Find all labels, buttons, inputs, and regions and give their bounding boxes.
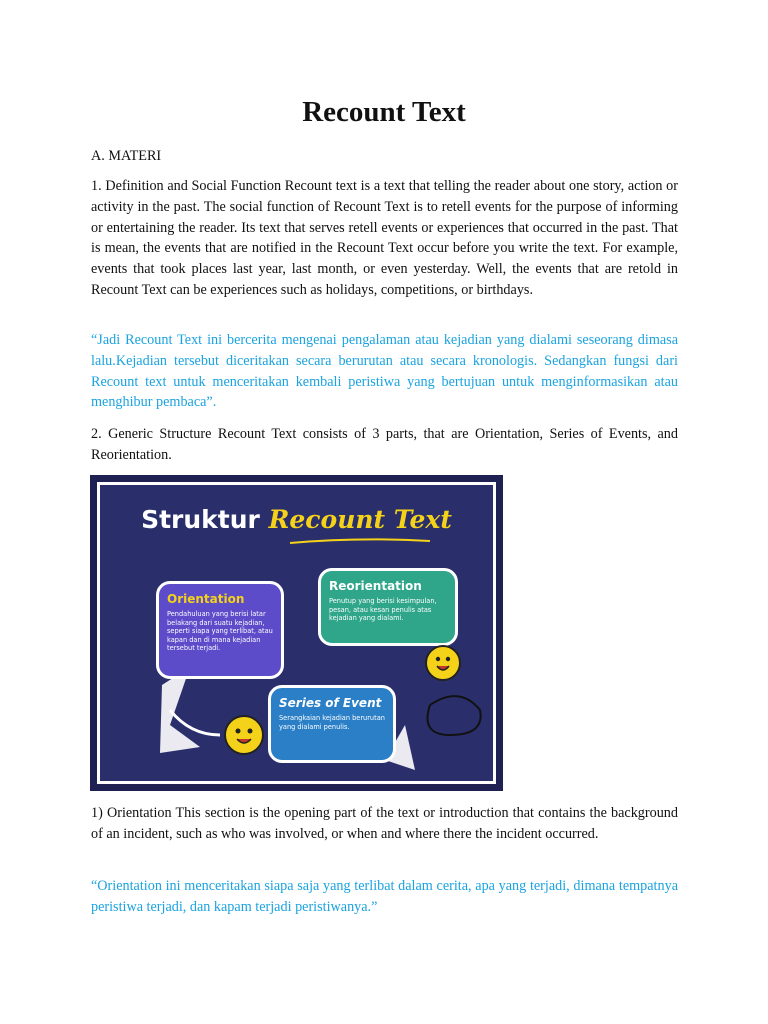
series-text: Serangkaian kejadian berurutan yang dialami penulis. — [279, 714, 385, 731]
infographic-title-accent: Recount Text — [268, 505, 452, 534]
infographic-title-main: Struktur — [141, 505, 260, 534]
reorientation-text: Penutup yang berisi kesimpulan, pesan, atau kesan penulis atas kejadian yang dialami. — [329, 597, 437, 623]
smiley-face-icon — [224, 715, 264, 755]
paragraph-orientation: 1) Orientation This section is the opening part of the text or introduction that contains the background of an incident, such as who was involved, or when and where there the incident occurred. — [91, 805, 678, 842]
orientation-text: Pendahuluan yang berisi latar belakang dari suatu kejadian, seperti siapa yang terlibat, atau kapan dan di mana kejadian tersebut terjadi. — [167, 610, 273, 653]
infographic-frame — [97, 482, 496, 784]
smiley-face-icon — [425, 645, 461, 681]
paragraph-definition: 1. Definition and Social Function Recount text is a text that telling the reader about one story, action or activity in the past. The social function of Recount Text is to retell events for the purpose of informing or entertaining the reader. Its text that serves retell events or experiences that occurred in the past. That is mean, the events that are notified in the Recount Text occur before you write the text. For example, events that took places last year, last month, or even yesterday. Well, the events that are retold in Recount Text can be experiences such as holidays, competitions, or birthdays. — [91, 178, 678, 298]
reorientation-card — [318, 568, 458, 646]
reorientation-heading: Reorientation — [329, 579, 422, 593]
paragraph-generic-structure: 2. Generic Structure Recount Text consists of 3 parts, that are Orientation, Series of Events, and Reorientation. — [91, 426, 678, 463]
quote-indonesian-orientation: “Orientation ini menceritakan siapa saja yang terlibat dalam cerita, apa yang terjadi, dimana tempatnya peristiwa terjadi, dan kapam terjadi peristiwanya.” — [91, 878, 678, 915]
orientation-heading: Orientation — [167, 592, 245, 606]
series-heading: Series of Event — [279, 696, 382, 710]
series-of-event-card — [268, 685, 396, 763]
quote-indonesian-definition: “Jadi Recount Text ini bercerita mengenai pengalaman atau kejadian yang dialami seseorang dimasa lalu.Kejadian tersebut diceritakan secara berurutan atau secara kronologis. Sedangkan fungsi dari Recount text untuk menceritakan kembali peristiwa yang bertujuan untuk menginformasikan atau menghibur pembaca”. — [91, 332, 678, 411]
page-title: Recount Text — [302, 96, 466, 128]
infographic-title — [100, 505, 493, 534]
structure-infographic — [90, 475, 503, 791]
section-heading: A. MATERI — [91, 148, 162, 164]
orientation-card — [156, 581, 284, 679]
